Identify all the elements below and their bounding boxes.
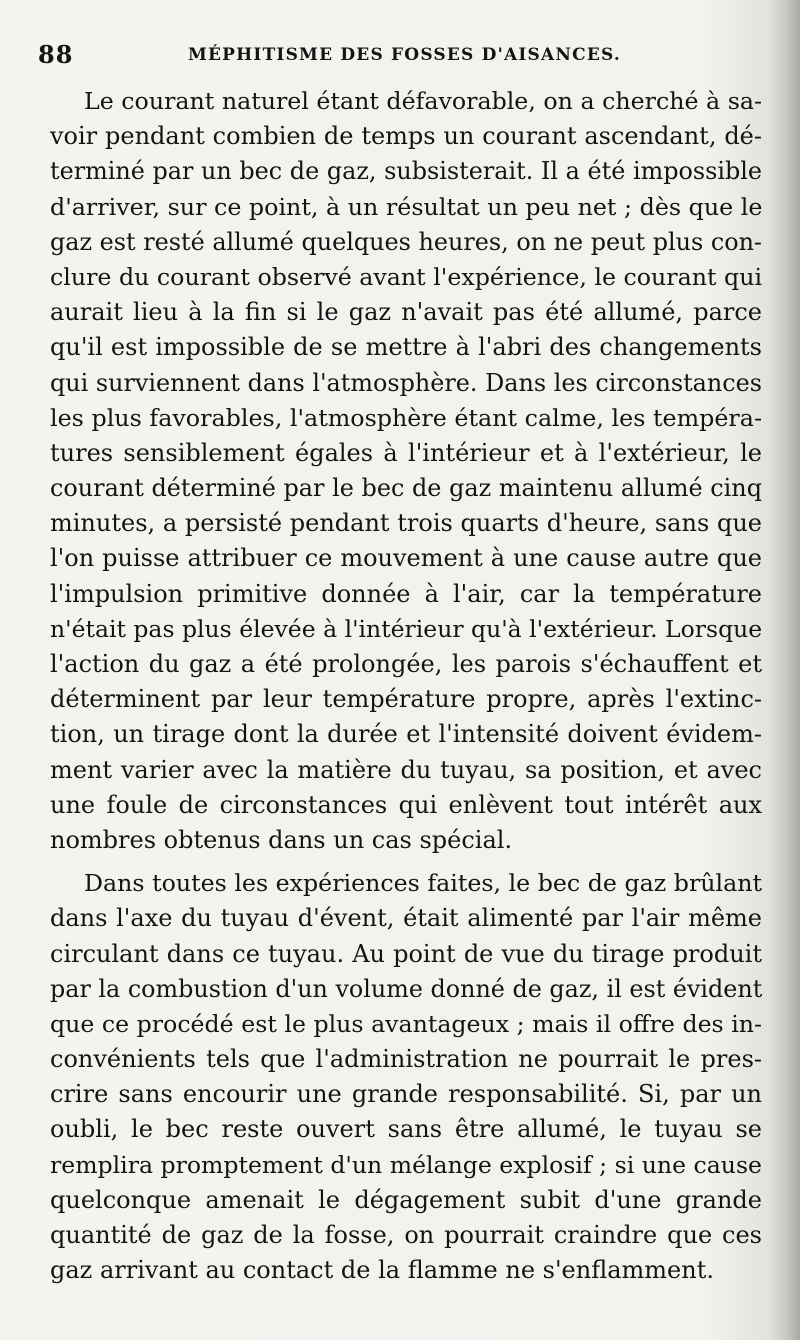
text-line: Dans toutes les expériences faites, le bec de gaz brûlant [84, 869, 762, 898]
text-line: ment varier avec la matière du tuyau, sa position, et avec [50, 755, 762, 784]
paragraph-2 [50, 866, 762, 1288]
text-line: circulant dans ce tuyau. Au point de vue du tirage produit [50, 939, 762, 968]
page-edge-shadow [770, 0, 800, 1340]
text-line: déterminent par leur température propre, après l'extinc- [50, 685, 762, 714]
page-number: 88 [38, 40, 74, 69]
text-line: qu'il est impossible de se mettre à l'abri des changements [50, 333, 762, 362]
text-line: clure du courant observé avant l'expérience, le courant qui [50, 262, 763, 291]
text-line: aurait lieu à la fin si le gaz n'avait pas été allumé, parce [50, 298, 762, 327]
text-line: d'arriver, sur ce point, à un résultat un peu net ; dès que le [50, 192, 763, 221]
text-line: que ce procédé est le plus avantageux ; mais il offre des in- [50, 1009, 762, 1038]
text-line: terminé par un bec de gaz, subsisterait. Il a été impossible [50, 157, 762, 186]
text-line: nombres obtenus dans un cas spécial. [50, 825, 513, 854]
paragraph-1 [50, 84, 762, 858]
text-line: remplira promptement d'un mélange explosif ; si une cause [50, 1150, 762, 1179]
body-text [50, 84, 762, 1288]
text-line: crire sans encourir une grande responsabilité. Si, par un [50, 1080, 762, 1109]
text-line: tion, un tirage dont la durée et l'intensité doivent évidem- [50, 720, 762, 749]
text-line: courant déterminé par le bec de gaz maintenu allumé cinq [50, 474, 762, 503]
text-line: une foule de circonstances qui enlèvent tout intérêt aux [50, 790, 762, 819]
text-line: l'impulsion primitive donnée à l'air, car la température [50, 579, 762, 608]
text-line: l'action du gaz a été prolongée, les parois s'échauffent et [50, 650, 762, 678]
text-line: voir pendant combien de temps un courant ascendant, dé- [50, 122, 762, 151]
text-line: qui surviennent dans l'atmosphère. Dans les circonstances [50, 368, 762, 397]
text-line: Le courant naturel étant défavorable, on a cherché à sa- [84, 87, 762, 115]
text-line: minutes, a persisté pendant trois quarts d'heure, sans que [50, 509, 762, 538]
text-line: quantité de gaz de la fosse, on pourrait craindre que ces [50, 1221, 762, 1249]
text-line: quelconque amenait le dégagement subit d'une grande [50, 1185, 762, 1214]
text-line: gaz arrivant au contact de la flamme ne s'enflamment. [50, 1256, 714, 1285]
text-line: n'était pas plus élevée à l'intérieur qu'à l'extérieur. Lorsque [50, 614, 763, 643]
running-title: MÉPHITISME DES FOSSES D'AISANCES. [188, 45, 622, 65]
text-line: convénients tels que l'administration ne pourrait le pres- [50, 1045, 762, 1074]
text-line: dans l'axe du tuyau d'évent, était alimenté par l'air même [50, 904, 762, 933]
text-line: tures sensiblement égales à l'intérieur et à l'extérieur, le [50, 438, 762, 467]
text-line: gaz est resté allumé quelques heures, on ne peut plus con- [50, 227, 762, 256]
text-line: par la combustion d'un volume donné de gaz, il est évident [50, 974, 763, 1003]
page-header [38, 40, 758, 74]
text-line: l'on puisse attribuer ce mouvement à une cause autre que [50, 544, 762, 573]
text-line: les plus favorables, l'atmosphère étant calme, les tempéra- [50, 403, 762, 432]
text-line: oubli, le bec reste ouvert sans être allumé, le tuyau se [50, 1115, 762, 1144]
